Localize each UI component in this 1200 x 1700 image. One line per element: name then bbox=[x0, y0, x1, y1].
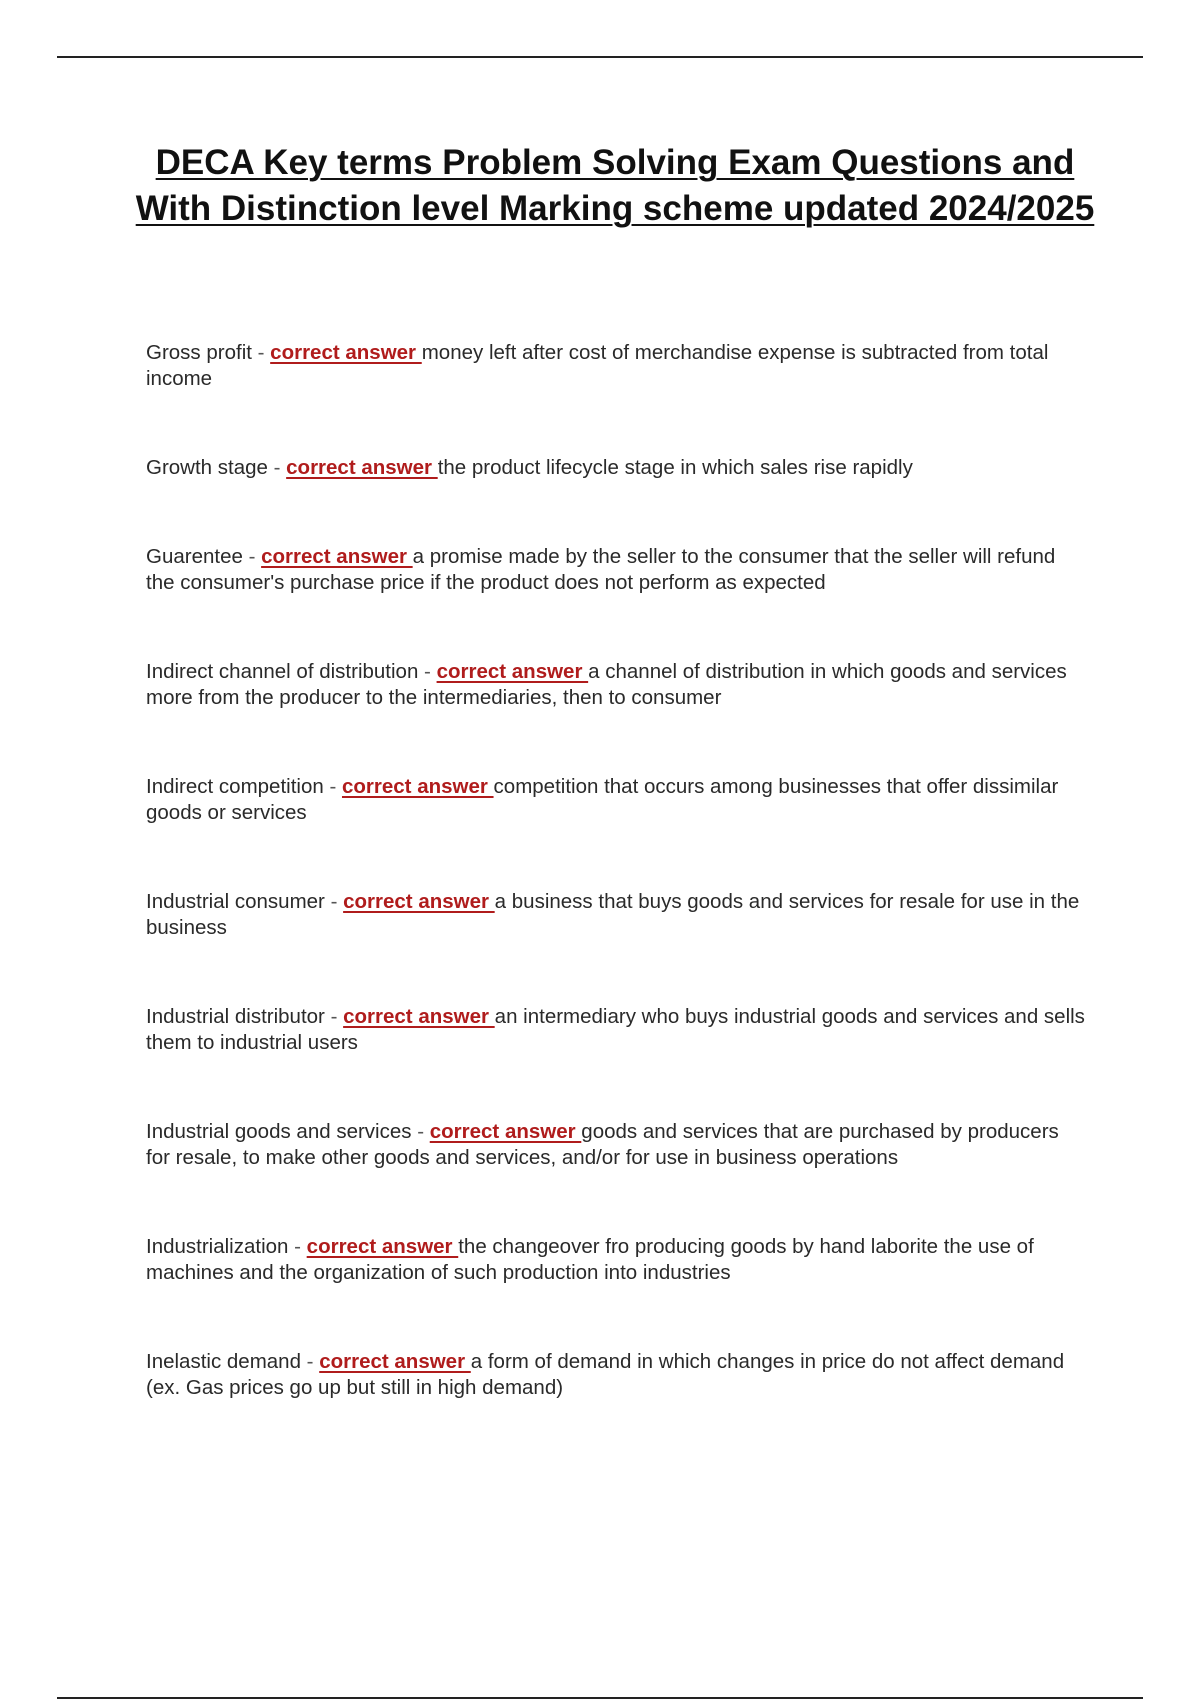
term-entry bbox=[146, 1119, 1086, 1171]
term-separator: - bbox=[323, 775, 342, 798]
correct-answer-label: correct answer bbox=[270, 341, 422, 364]
correct-answer-label: correct answer bbox=[343, 1005, 495, 1028]
term-separator: - bbox=[418, 660, 437, 683]
term-name: Guarentee bbox=[146, 545, 243, 568]
correct-answer-label: correct answer bbox=[429, 1120, 582, 1143]
term-name: Indirect channel of distribution bbox=[146, 660, 419, 683]
term-entry bbox=[146, 544, 1086, 596]
term-separator: - bbox=[251, 341, 271, 364]
term-definition: money left after cost of merchandise expense is subtracted from total income bbox=[146, 341, 1049, 390]
term-entry bbox=[146, 455, 1086, 481]
term-name: Industrialization bbox=[146, 1235, 289, 1258]
term-name: Industrial goods and services bbox=[146, 1120, 412, 1143]
correct-answer-label: correct answer bbox=[341, 775, 494, 798]
correct-answer-label: correct answer bbox=[436, 660, 589, 683]
term-separator: - bbox=[324, 1005, 344, 1028]
term-definition: a business that buys goods and services for resale for use in the business bbox=[146, 890, 1080, 939]
term-definition: the changeover fro producing goods by hand laborite the use of machines and the organization of such production into industries bbox=[146, 1235, 1034, 1284]
term-definition: a promise made by the seller to the consumer that the seller will refund the consumer's purchase price if the product does not perform as expected bbox=[146, 545, 1056, 594]
term-name: Indirect competition bbox=[146, 775, 324, 798]
footer-rule bbox=[57, 1697, 1143, 1699]
term-definition: a form of demand in which changes in price do not affect demand (ex. Gas prices go up but still in high demand) bbox=[146, 1350, 1065, 1399]
term-separator: - bbox=[242, 545, 262, 568]
term-separator: - bbox=[300, 1350, 320, 1373]
term-separator: - bbox=[411, 1120, 430, 1143]
term-entry bbox=[146, 1004, 1086, 1056]
correct-answer-label: correct answer bbox=[319, 1350, 471, 1373]
term-name: Industrial consumer bbox=[146, 890, 325, 913]
term-definition: competition that occurs among businesses that offer dissimilar goods or services bbox=[146, 775, 1059, 824]
term-name: Industrial distributor bbox=[146, 1005, 325, 1028]
term-definition: the product lifecycle stage in which sales rise rapidly bbox=[437, 456, 913, 479]
document-title: DECA Key terms Problem Solving Exam Questions and With Distinction level Marking scheme updated 2024/2025 bbox=[135, 143, 1095, 228]
term-list bbox=[146, 340, 1086, 1464]
term-name: Gross profit bbox=[146, 341, 252, 364]
correct-answer-label: correct answer bbox=[306, 1235, 459, 1258]
term-entry bbox=[146, 889, 1086, 941]
term-definition: a channel of distribution in which goods and services more from the producer to the intermediaries, then to consumer bbox=[146, 660, 1067, 709]
term-name: Inelastic demand bbox=[146, 1350, 301, 1373]
term-entry bbox=[146, 774, 1086, 826]
term-name: Growth stage bbox=[146, 456, 268, 479]
correct-answer-label: correct answer bbox=[286, 456, 438, 479]
term-separator: - bbox=[288, 1235, 307, 1258]
term-entry bbox=[146, 659, 1086, 711]
term-definition: goods and services that are purchased by producers for resale, to make other goods and services, and/or for use in business operations bbox=[146, 1120, 1059, 1169]
correct-answer-label: correct answer bbox=[261, 545, 413, 568]
header-rule bbox=[57, 56, 1143, 58]
term-separator: - bbox=[324, 890, 344, 913]
term-separator: - bbox=[267, 456, 287, 479]
term-entry bbox=[146, 340, 1086, 392]
term-definition: an intermediary who buys industrial goods and services and sells them to industrial users bbox=[146, 1005, 1085, 1054]
term-entry bbox=[146, 1349, 1086, 1401]
term-entry bbox=[146, 1234, 1086, 1286]
correct-answer-label: correct answer bbox=[343, 890, 495, 913]
